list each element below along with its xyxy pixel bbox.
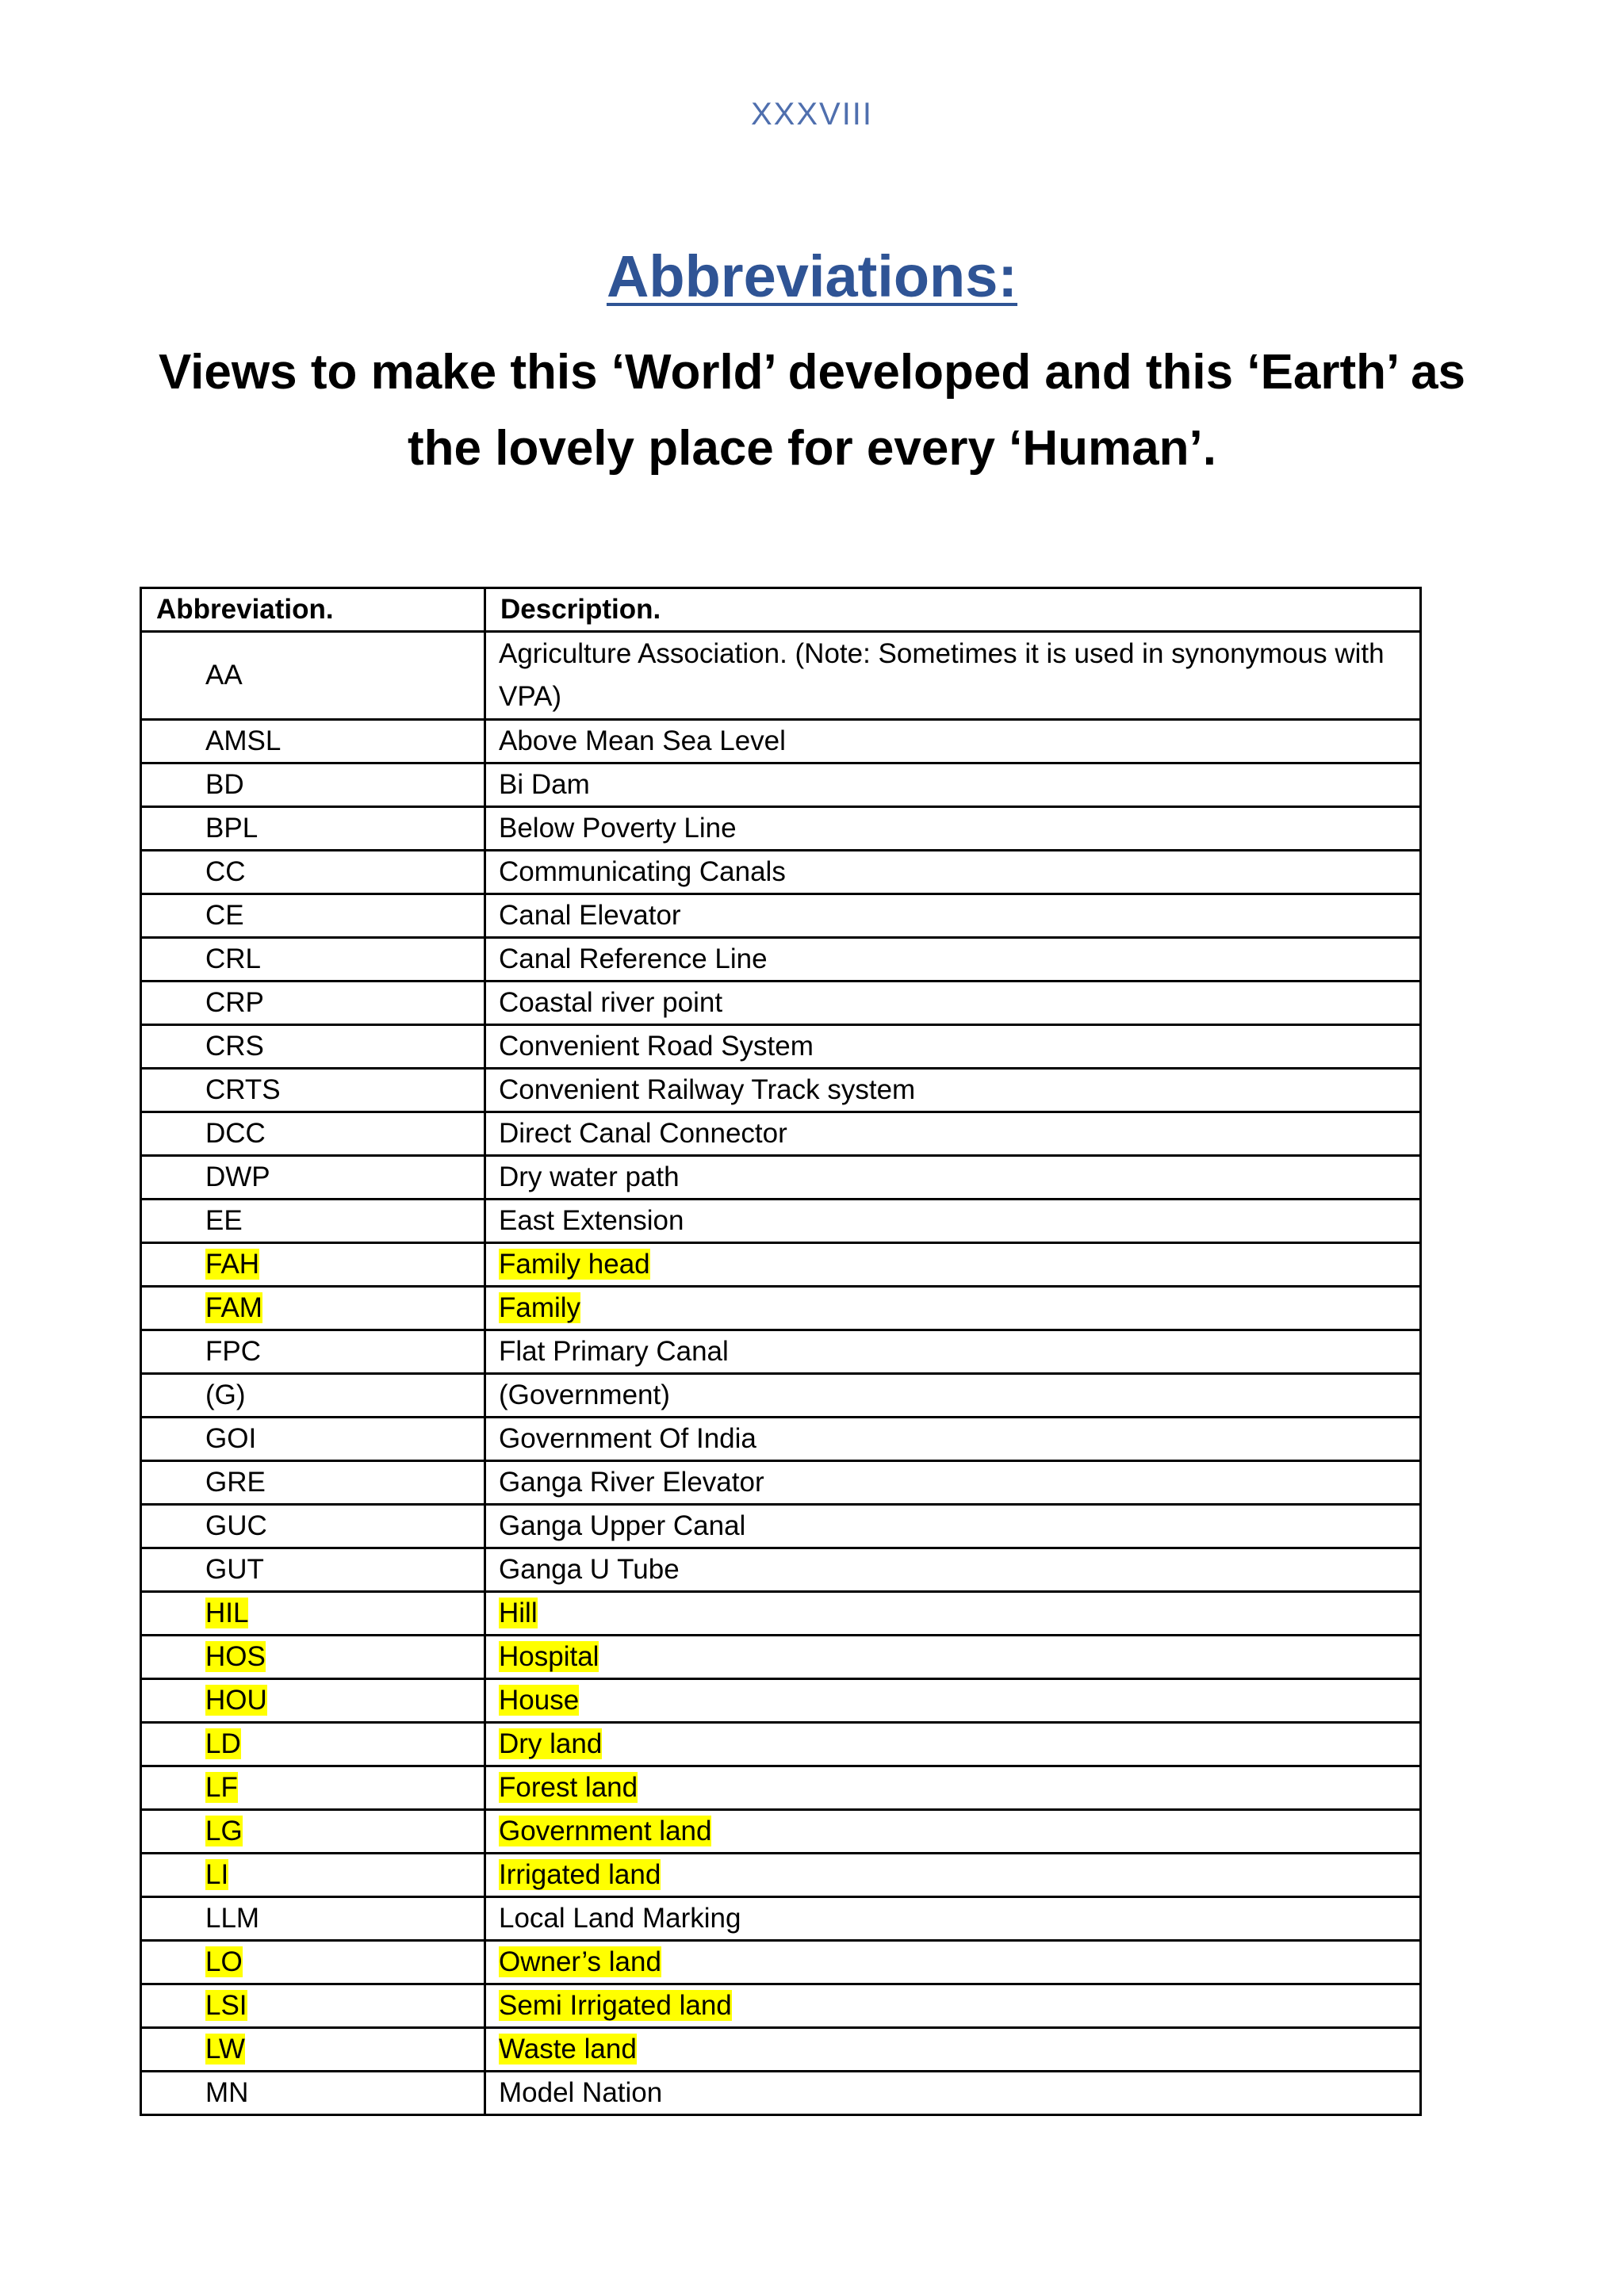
column-header-abbreviation: Abbreviation.: [141, 588, 485, 632]
table-row: [141, 1112, 1421, 1156]
description-cell: [485, 1200, 1421, 1243]
abbreviation-text: LG: [205, 1816, 243, 1846]
abbreviation-cell: [141, 807, 485, 851]
page-number: XXXVIII: [750, 97, 874, 132]
description-cell: [485, 982, 1421, 1025]
abbreviation-text: LO: [205, 1946, 243, 1977]
table-row: [141, 2072, 1421, 2115]
abbreviation-cell: [141, 1897, 485, 1941]
description-text: Model Nation: [499, 2077, 663, 2108]
abbreviation-text: AA: [205, 660, 243, 691]
description-text: Ganga U Tube: [499, 1554, 680, 1585]
table-row: [141, 1374, 1421, 1418]
description-cell: [485, 1069, 1421, 1112]
description-cell: [485, 1156, 1421, 1200]
table-row: [141, 1679, 1421, 1723]
abbreviation-cell: [141, 1200, 485, 1243]
description-text: Bi Dam: [499, 769, 590, 800]
description-cell: [485, 720, 1421, 763]
table-row: [141, 1069, 1421, 1112]
table-body: [141, 632, 1421, 2115]
description-text: Waste land: [499, 2034, 637, 2064]
table-row: [141, 1156, 1421, 1200]
description-cell: [485, 1505, 1421, 1548]
description-text: Forest land: [499, 1772, 638, 1803]
description-text: Below Poverty Line: [499, 813, 737, 844]
table-row: [141, 938, 1421, 982]
table-row: [141, 807, 1421, 851]
abbreviations-table: [140, 587, 1422, 2116]
description-cell: [485, 1374, 1421, 1418]
description-text: Owner’s land: [499, 1946, 661, 1977]
abbreviation-text: GRE: [205, 1467, 266, 1498]
abbreviation-cell: [141, 1330, 485, 1374]
abbreviations-table-container: [140, 587, 1419, 2116]
abbreviation-cell: [141, 720, 485, 763]
table-row: [141, 894, 1421, 938]
abbreviation-cell: [141, 1810, 485, 1854]
description-cell: [485, 938, 1421, 982]
table-row: [141, 1984, 1421, 2028]
description-cell: [485, 1984, 1421, 2028]
abbreviation-cell: [141, 763, 485, 807]
description-cell: [485, 1112, 1421, 1156]
description-text: Canal Elevator: [499, 900, 681, 931]
description-text: East Extension: [499, 1205, 684, 1236]
description-text: Direct Canal Connector: [499, 1118, 787, 1149]
table-row: [141, 1723, 1421, 1766]
description-text: (Government): [499, 1380, 670, 1410]
table-row: [141, 1592, 1421, 1636]
abbreviation-text: (G): [205, 1380, 246, 1410]
table-row: [141, 1766, 1421, 1810]
abbreviation-text: DCC: [205, 1118, 266, 1149]
abbreviation-text: FAH: [205, 1249, 260, 1280]
abbreviation-cell: [141, 1069, 485, 1112]
abbreviation-cell: [141, 1461, 485, 1505]
description-text: Coastal river point: [499, 987, 723, 1018]
description-cell: [485, 1548, 1421, 1592]
abbreviation-text: HOS: [205, 1641, 266, 1672]
description-text: Hospital: [499, 1641, 599, 1672]
abbreviation-cell: [141, 1941, 485, 1984]
description-cell: [485, 632, 1421, 720]
description-cell: [485, 1897, 1421, 1941]
abbreviation-text: EE: [205, 1205, 243, 1236]
abbreviation-cell: [141, 1548, 485, 1592]
column-header-description: Description.: [485, 588, 1421, 632]
abbreviation-text: LI: [205, 1859, 229, 1890]
description-text: Communicating Canals: [499, 856, 786, 887]
description-cell: [485, 1461, 1421, 1505]
description-text: Government land: [499, 1816, 712, 1846]
abbreviation-text: MN: [205, 2077, 249, 2108]
description-cell: [485, 2028, 1421, 2072]
description-cell: [485, 1766, 1421, 1810]
abbreviation-text: CRP: [205, 987, 264, 1018]
abbreviation-text: CE: [205, 900, 244, 931]
description-cell: [485, 851, 1421, 894]
abbreviation-cell: [141, 851, 485, 894]
description-text: Canal Reference Line: [499, 943, 768, 974]
description-text: Above Mean Sea Level: [499, 725, 786, 756]
abbreviation-text: CRL: [205, 943, 262, 974]
abbreviation-text: FPC: [205, 1336, 261, 1367]
abbreviation-cell: [141, 1723, 485, 1766]
abbreviation-cell: [141, 1984, 485, 2028]
description-cell: [485, 1636, 1421, 1679]
abbreviation-text: AMSL: [205, 725, 282, 756]
description-cell: [485, 894, 1421, 938]
page-subtitle: Views to make this ‘World’ developed and this ‘Earth’ as the lovely place for every ‘Human’.: [158, 345, 1466, 476]
description-text: Dry water path: [499, 1161, 680, 1192]
abbreviation-text: FAM: [205, 1292, 262, 1323]
abbreviation-cell: [141, 1679, 485, 1723]
abbreviation-text: HOU: [205, 1685, 267, 1716]
description-cell: [485, 1679, 1421, 1723]
table-row: [141, 1418, 1421, 1461]
table-row: [141, 1636, 1421, 1679]
abbreviation-cell: [141, 1243, 485, 1287]
table-row: [141, 1200, 1421, 1243]
description-text: Local Land Marking: [499, 1903, 741, 1934]
table-row: [141, 1854, 1421, 1897]
description-text: Government Of India: [499, 1423, 756, 1454]
abbreviation-cell: [141, 938, 485, 982]
abbreviation-text: GUC: [205, 1510, 267, 1541]
description-cell: [485, 1287, 1421, 1330]
description-cell: [485, 807, 1421, 851]
table-row: [141, 1287, 1421, 1330]
table-row: [141, 632, 1421, 720]
description-cell: [485, 1243, 1421, 1287]
description-cell: [485, 1723, 1421, 1766]
abbreviation-text: LW: [205, 2034, 245, 2064]
page-title: [0, 243, 1624, 309]
table-row: [141, 1461, 1421, 1505]
table-header-row: [141, 588, 1421, 632]
description-text: Family: [499, 1292, 581, 1323]
abbreviation-text: CRTS: [205, 1074, 281, 1105]
table-row: [141, 1548, 1421, 1592]
description-text: Family head: [499, 1249, 650, 1280]
abbreviation-cell: [141, 1636, 485, 1679]
page-title-text: Abbreviations:: [606, 243, 1018, 309]
abbreviation-cell: [141, 2028, 485, 2072]
description-cell: [485, 1592, 1421, 1636]
table-row: [141, 1243, 1421, 1287]
table-row: [141, 1810, 1421, 1854]
description-text: Hill: [499, 1598, 538, 1628]
abbreviation-cell: [141, 1592, 485, 1636]
abbreviation-cell: [141, 1112, 485, 1156]
description-cell: [485, 2072, 1421, 2115]
description-cell: [485, 1941, 1421, 1984]
abbreviation-text: GOI: [205, 1423, 257, 1454]
abbreviation-cell: [141, 1374, 485, 1418]
abbreviation-cell: [141, 632, 485, 720]
description-cell: [485, 1418, 1421, 1461]
table-row: [141, 2028, 1421, 2072]
abbreviation-text: LLM: [205, 1903, 260, 1934]
description-text: Flat Primary Canal: [499, 1336, 729, 1367]
description-text: Ganga River Elevator: [499, 1467, 764, 1498]
description-text: Semi Irrigated land: [499, 1990, 732, 2021]
abbreviation-cell: [141, 1418, 485, 1461]
abbreviation-text: LF: [205, 1772, 238, 1803]
description-cell: [485, 1330, 1421, 1374]
abbreviation-text: GUT: [205, 1554, 264, 1585]
table-row: [141, 1025, 1421, 1069]
description-text: Dry land: [499, 1728, 603, 1759]
abbreviation-text: CRS: [205, 1031, 264, 1062]
description-text: Irrigated land: [499, 1859, 661, 1890]
table-row: [141, 1941, 1421, 1984]
description-text: Agriculture Association. (Note: Sometimes it is used in synonymous with VPA): [499, 638, 1385, 712]
abbreviation-text: DWP: [205, 1161, 270, 1192]
description-text: Ganga Upper Canal: [499, 1510, 746, 1541]
table-row: [141, 1505, 1421, 1548]
abbreviation-text: LD: [205, 1728, 241, 1759]
abbreviation-cell: [141, 982, 485, 1025]
table-row: [141, 1897, 1421, 1941]
description-text: Convenient Railway Track system: [499, 1074, 916, 1105]
description-cell: [485, 1854, 1421, 1897]
abbreviation-cell: [141, 2072, 485, 2115]
abbreviation-text: HIL: [205, 1598, 249, 1628]
table-row: [141, 982, 1421, 1025]
abbreviation-text: BD: [205, 769, 244, 800]
description-text: Convenient Road System: [499, 1031, 814, 1062]
description-cell: [485, 763, 1421, 807]
abbreviation-cell: [141, 1854, 485, 1897]
abbreviation-cell: [141, 1025, 485, 1069]
abbreviation-text: BPL: [205, 813, 259, 844]
description-text: House: [499, 1685, 580, 1716]
abbreviation-text: CC: [205, 856, 246, 887]
abbreviation-cell: [141, 1505, 485, 1548]
abbreviation-text: LSI: [205, 1990, 247, 2021]
abbreviation-cell: [141, 1766, 485, 1810]
abbreviation-cell: [141, 1156, 485, 1200]
description-cell: [485, 1025, 1421, 1069]
table-row: [141, 1330, 1421, 1374]
abbreviation-cell: [141, 894, 485, 938]
table-row: [141, 720, 1421, 763]
abbreviation-cell: [141, 1287, 485, 1330]
table-row: [141, 851, 1421, 894]
table-row: [141, 763, 1421, 807]
description-cell: [485, 1810, 1421, 1854]
